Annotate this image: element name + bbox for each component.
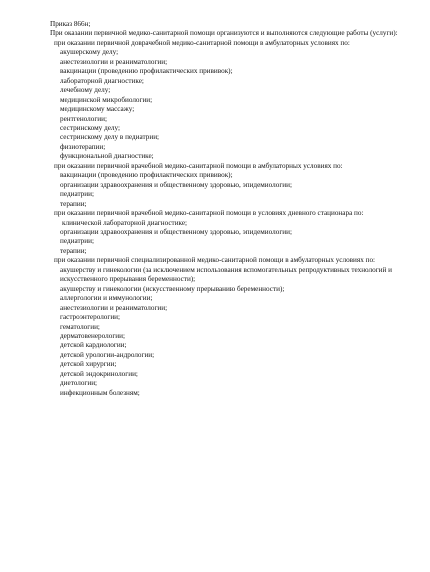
list-item: медицинскому массажу; xyxy=(60,105,135,114)
list-item: терапии; xyxy=(60,246,87,255)
list-item: лечебному делу; xyxy=(60,86,111,95)
list-item: аллергологии и иммунологии; xyxy=(60,294,153,303)
list-item: вакцинации (проведению профилактических прививок); xyxy=(60,67,233,76)
list-item: гематологии; xyxy=(60,322,100,331)
list-item: анестезиологии и реаниматологии; xyxy=(60,57,168,66)
list-item: детской хирургии; xyxy=(60,360,117,369)
list-item: диетологии; xyxy=(60,379,98,388)
list-item: лабораторной диагностике; xyxy=(60,76,144,85)
list-item: функциональной диагностике; xyxy=(60,152,154,161)
list-item: организации здравоохранения и общественному здоровью, эпидемиологии; xyxy=(60,227,292,236)
section-title: при оказании первичной врачебной медико-санитарной помощи в условиях дневного стационара по: xyxy=(54,209,364,218)
list-item: детской эндокринологии; xyxy=(60,369,138,378)
list-item: гастроэнтерологии; xyxy=(60,313,121,322)
list-item: терапии; xyxy=(60,199,87,208)
list-item: акушерству и гинекологии (за исключением использования вспомогательных репродуктивных технологий и искусственного прерывания беременности); xyxy=(60,265,393,284)
list-item: акушерству и гинекологии (искусственному прерыванию беременности); xyxy=(60,284,285,293)
list-item: вакцинации (проведению профилактических прививок); xyxy=(60,171,233,180)
section-title: при оказании первичной доврачебной медико-санитарной помощи в амбулаторных условиях по: xyxy=(54,38,350,47)
document-intro: При оказании первичной медико-санитарной помощи организуются и выполняются следующие работы (услуги): xyxy=(50,29,398,38)
list-item: детской урологии-андрологии; xyxy=(60,350,155,359)
list-item: сестринскому делу; xyxy=(60,123,120,132)
list-item: инфекционным болезням; xyxy=(60,388,140,397)
list-item: физиотерапии; xyxy=(60,142,106,151)
list-item: клинической лабораторной диагностике; xyxy=(62,218,188,227)
section-title: при оказании первичной врачебной медико-санитарной помощи в амбулаторных условиях по: xyxy=(54,161,343,170)
list-item: акушерскому делу; xyxy=(60,48,119,57)
list-item: сестринскому делу в педиатрии; xyxy=(60,133,160,142)
list-item: педиатрии; xyxy=(60,190,94,199)
list-item: детской кардиологии; xyxy=(60,341,127,350)
document-body xyxy=(50,20,410,398)
list-item: педиатрии; xyxy=(60,237,94,246)
list-item: анестезиологии и реаниматологии; xyxy=(60,303,168,312)
list-item: организации здравоохранения и общественному здоровью, эпидемиологии; xyxy=(60,180,292,189)
section-title: при оказании первичной специализированной медико-санитарной помощи в амбулаторных условиях по: xyxy=(54,256,376,265)
list-item: медицинской микробиологии; xyxy=(60,95,153,104)
document-header: Приказ 866н; xyxy=(50,20,91,28)
list-item: дерматовенерологии; xyxy=(60,331,125,340)
list-item: рентгенологии; xyxy=(60,114,107,123)
